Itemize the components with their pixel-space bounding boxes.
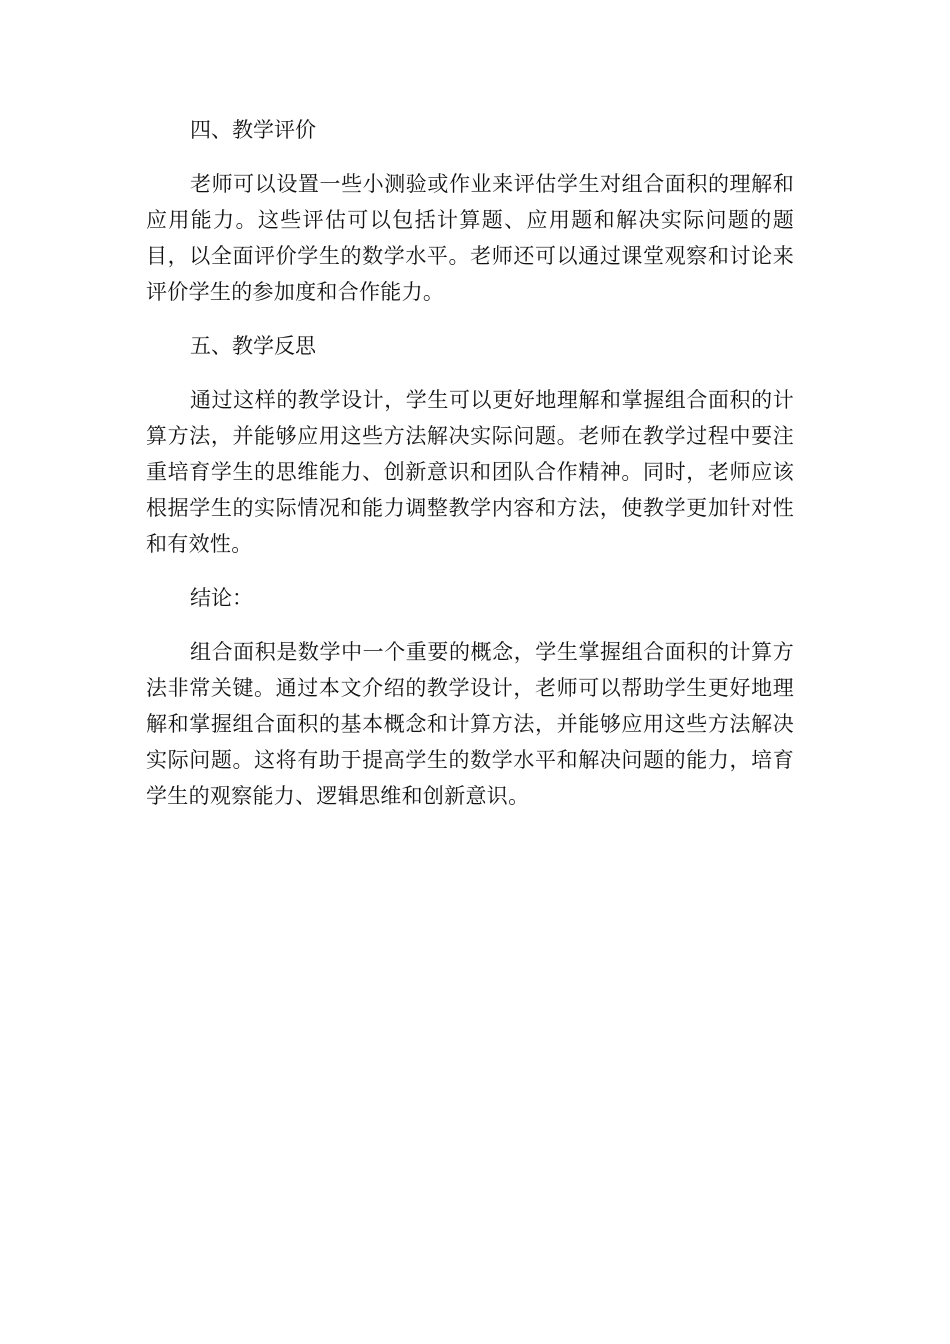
section-heading-conclusion: 结论：	[190, 586, 253, 610]
section-paragraph-reflection: 通过这样的教学设计，学生可以更好地理解和掌握组合面积的计算方法，并能够应用这些方法解决实际问题。老师在教学过程中要注重培育学生的思维能力、创新意识和团队合作精神。同时，老师应该根据学生的实际情况和能力调整教学内容和方法，使教学更加针对性和有效性。	[146, 388, 794, 556]
section-paragraph-evaluation: 老师可以设置一些小测验或作业来评估学生对组合面积的理解和应用能力。这些评估可以包括计算题、应用题和解决实际问题的题目，以全面评价学生的数学水平。老师还可以通过课堂观察和讨论来评价学生的参加度和合作能力。	[146, 172, 794, 304]
section-heading-reflection: 五、教学反思	[190, 334, 316, 358]
section-paragraph-conclusion: 组合面积是数学中一个重要的概念，学生掌握组合面积的计算方法非常关键。通过本文介绍的教学设计，老师可以帮助学生更好地理解和掌握组合面积的基本概念和计算方法，并能够应用这些方法解决实际问题。这将有助于提高学生的数学水平和解决问题的能力，培育学生的观察能力、逻辑思维和创新意识。	[146, 640, 794, 808]
document-body	[146, 112, 794, 832]
section-heading-evaluation: 四、教学评价	[190, 118, 316, 142]
